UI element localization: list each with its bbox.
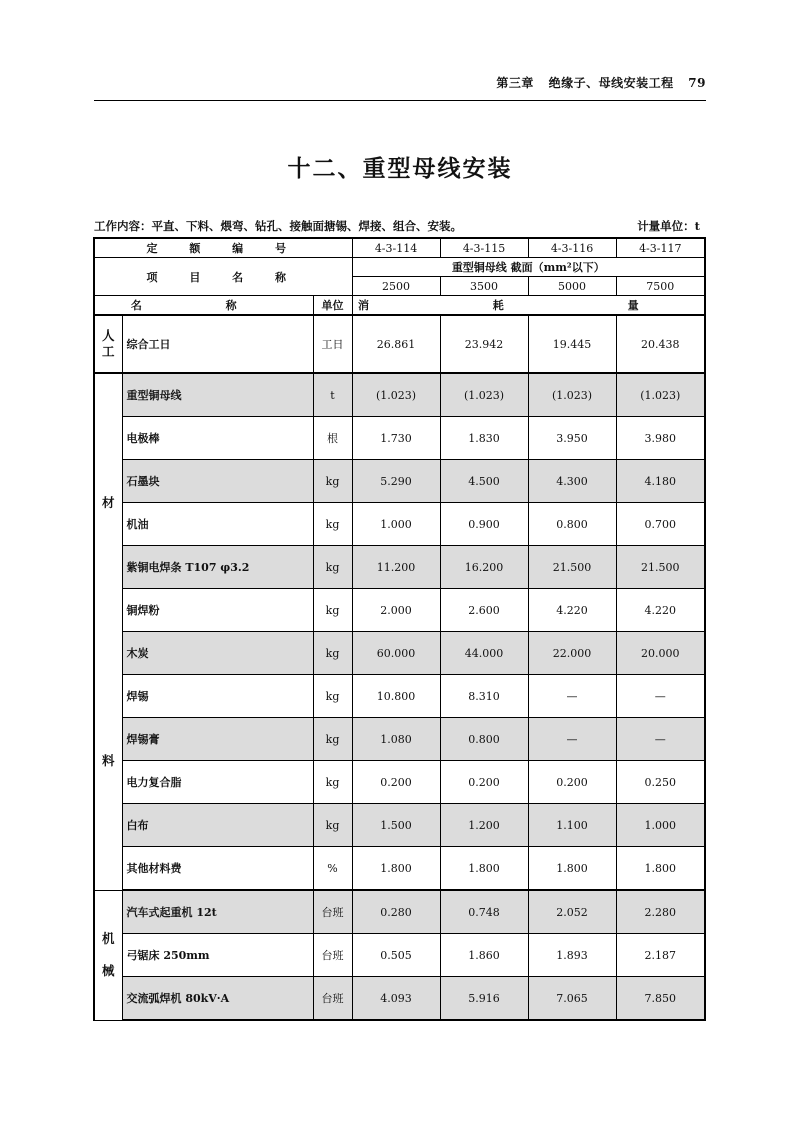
consumption-value: 60.000 <box>352 632 440 675</box>
consumption-value: 0.748 <box>440 890 528 934</box>
table-row <box>94 718 705 761</box>
category-materials <box>94 373 122 890</box>
consumption-value: 1.100 <box>528 804 616 847</box>
consumption-value: 1.080 <box>352 718 440 761</box>
consumption-value: 1.893 <box>528 934 616 977</box>
consumption-value: 23.942 <box>440 315 528 373</box>
consumption-value: 7.065 <box>528 977 616 1021</box>
consumption-value: 21.500 <box>616 546 705 589</box>
quota-number: 4-3-117 <box>616 238 705 258</box>
page-title: 十二、重型母线安装 <box>287 155 513 182</box>
consumption-value: 20.000 <box>616 632 705 675</box>
table-row <box>94 417 705 460</box>
consumption-value: 2.280 <box>616 890 705 934</box>
consumption-value: 4.220 <box>528 589 616 632</box>
consumption-value: — <box>528 718 616 761</box>
consumption-value: 21.500 <box>528 546 616 589</box>
consumption-value: 4.300 <box>528 460 616 503</box>
consumption-value: 10.800 <box>352 675 440 718</box>
table-row <box>94 460 705 503</box>
consumption-value: 5.916 <box>440 977 528 1021</box>
consumption-value: 0.250 <box>616 761 705 804</box>
consumption-value: 4.180 <box>616 460 705 503</box>
consumption-value: 3.950 <box>528 417 616 460</box>
resource-unit: kg <box>313 503 352 546</box>
table-row <box>94 373 705 417</box>
consumption-value: 2.052 <box>528 890 616 934</box>
quota-number: 4-3-116 <box>528 238 616 258</box>
category-materials-top: 材 <box>101 494 115 510</box>
resource-unit: 工日 <box>313 315 352 373</box>
consumption-value: 20.438 <box>616 315 705 373</box>
resource-name: 紫铜电焊条 T107 φ3.2 <box>122 546 313 589</box>
consumption-value: 1.800 <box>528 847 616 891</box>
work-content: 工作内容：平直、下料、煨弯、钻孔、接触面搪锡、焊接、组合、安装。 <box>94 219 462 233</box>
table-row <box>94 761 705 804</box>
resource-name: 焊锡膏 <box>122 718 313 761</box>
resource-name: 其他材料费 <box>122 847 313 891</box>
resource-unit: kg <box>313 632 352 675</box>
spec-value: 3500 <box>440 277 528 296</box>
consumption-value: 7.850 <box>616 977 705 1021</box>
resource-unit: kg <box>313 804 352 847</box>
spec-value: 2500 <box>352 277 440 296</box>
consumption-value: (1.023) <box>352 373 440 417</box>
table-row <box>94 632 705 675</box>
consumption-value: 2.187 <box>616 934 705 977</box>
table-row <box>94 675 705 718</box>
spec-value: 7500 <box>616 277 705 296</box>
resource-unit: 台班 <box>313 977 352 1021</box>
resource-name: 交流弧焊机 80kV·A <box>122 977 313 1021</box>
section-label: 绝缘子、母线安装工程 <box>548 76 674 90</box>
resource-name: 焊锡 <box>122 675 313 718</box>
resource-name: 重型铜母线 <box>122 373 313 417</box>
resource-unit: % <box>313 847 352 891</box>
consumption-value: 5.290 <box>352 460 440 503</box>
consumption-value: 4.220 <box>616 589 705 632</box>
table-row <box>94 315 705 373</box>
consumption-value: 0.200 <box>352 761 440 804</box>
category-labor <box>94 315 122 373</box>
resource-unit: t <box>313 373 352 417</box>
table-row <box>94 890 705 934</box>
quota-table <box>93 237 706 1021</box>
consumption-value: 1.800 <box>440 847 528 891</box>
consumption-value: 0.900 <box>440 503 528 546</box>
resource-name: 电力复合脂 <box>122 761 313 804</box>
consumption-value: 0.200 <box>440 761 528 804</box>
header-rule <box>94 100 706 101</box>
consumption-value: 1.500 <box>352 804 440 847</box>
chapter-label: 第三章 <box>496 76 534 90</box>
consumption-value: 1.800 <box>352 847 440 891</box>
category-machinery-text: 机 械 <box>101 931 115 978</box>
consumption-value: — <box>616 718 705 761</box>
consumption-value: 3.980 <box>616 417 705 460</box>
consumption-value: 4.093 <box>352 977 440 1021</box>
consumption-value: 0.200 <box>528 761 616 804</box>
work-content-line <box>94 218 706 234</box>
consumption-value: 1.800 <box>616 847 705 891</box>
consumption-value: 1.860 <box>440 934 528 977</box>
quota-number: 4-3-115 <box>440 238 528 258</box>
resource-name: 白布 <box>122 804 313 847</box>
spec-caption: 重型铜母线 截面（mm²以下） <box>352 258 705 277</box>
resource-unit: kg <box>313 761 352 804</box>
resource-name: 汽车式起重机 12t <box>122 890 313 934</box>
quota-number: 4-3-114 <box>352 238 440 258</box>
consumption-value: 1.830 <box>440 417 528 460</box>
consumption-value: 16.200 <box>440 546 528 589</box>
consumption-value: (1.023) <box>528 373 616 417</box>
spec-value: 5000 <box>528 277 616 296</box>
quota-number-label: 定 额 编 号 <box>94 238 352 258</box>
consumption-value: 44.000 <box>440 632 528 675</box>
resource-unit: 台班 <box>313 934 352 977</box>
consumption-value: 2.000 <box>352 589 440 632</box>
resource-unit: kg <box>313 460 352 503</box>
consumption-value: 4.500 <box>440 460 528 503</box>
consumption-value: 0.800 <box>440 718 528 761</box>
resource-unit: kg <box>313 718 352 761</box>
category-materials-bottom: 料 <box>101 752 115 768</box>
consumption-value: — <box>616 675 705 718</box>
table-row <box>94 847 705 891</box>
page-number: 79 <box>688 76 706 90</box>
column-header-consumption: 消 耗 量 <box>352 296 705 316</box>
consumption-value: 11.200 <box>352 546 440 589</box>
consumption-value: 2.600 <box>440 589 528 632</box>
consumption-value: 1.000 <box>352 503 440 546</box>
item-name-label: 项 目 名 称 <box>94 258 352 296</box>
resource-name: 电极棒 <box>122 417 313 460</box>
category-labor-text: 人 工 <box>101 328 115 359</box>
consumption-value: 0.800 <box>528 503 616 546</box>
consumption-value: 1.730 <box>352 417 440 460</box>
table-row <box>94 934 705 977</box>
consumption-value: 0.505 <box>352 934 440 977</box>
consumption-value: 19.445 <box>528 315 616 373</box>
table-row <box>94 546 705 589</box>
category-machinery <box>94 890 122 1020</box>
resource-name: 木炭 <box>122 632 313 675</box>
running-header <box>94 74 706 92</box>
table-row <box>94 589 705 632</box>
consumption-value: (1.023) <box>440 373 528 417</box>
consumption-value: 1.200 <box>440 804 528 847</box>
table-row <box>94 804 705 847</box>
resource-unit: 根 <box>313 417 352 460</box>
resource-unit: kg <box>313 675 352 718</box>
resource-name: 铜焊粉 <box>122 589 313 632</box>
column-header-unit: 单位 <box>313 296 352 316</box>
consumption-value: (1.023) <box>616 373 705 417</box>
consumption-value: 1.000 <box>616 804 705 847</box>
table-row <box>94 503 705 546</box>
resource-name: 弓锯床 250mm <box>122 934 313 977</box>
consumption-value: 0.700 <box>616 503 705 546</box>
resource-unit: 台班 <box>313 890 352 934</box>
column-header-name: 名 称 <box>94 296 313 316</box>
resource-unit: kg <box>313 589 352 632</box>
consumption-value: — <box>528 675 616 718</box>
consumption-value: 26.861 <box>352 315 440 373</box>
consumption-value: 22.000 <box>528 632 616 675</box>
resource-name: 综合工日 <box>122 315 313 373</box>
consumption-value: 0.280 <box>352 890 440 934</box>
resource-unit: kg <box>313 546 352 589</box>
consumption-value: 8.310 <box>440 675 528 718</box>
resource-name: 机油 <box>122 503 313 546</box>
resource-name: 石墨块 <box>122 460 313 503</box>
unit-of-measure: 计量单位：t <box>637 219 700 233</box>
table-row <box>94 977 705 1021</box>
